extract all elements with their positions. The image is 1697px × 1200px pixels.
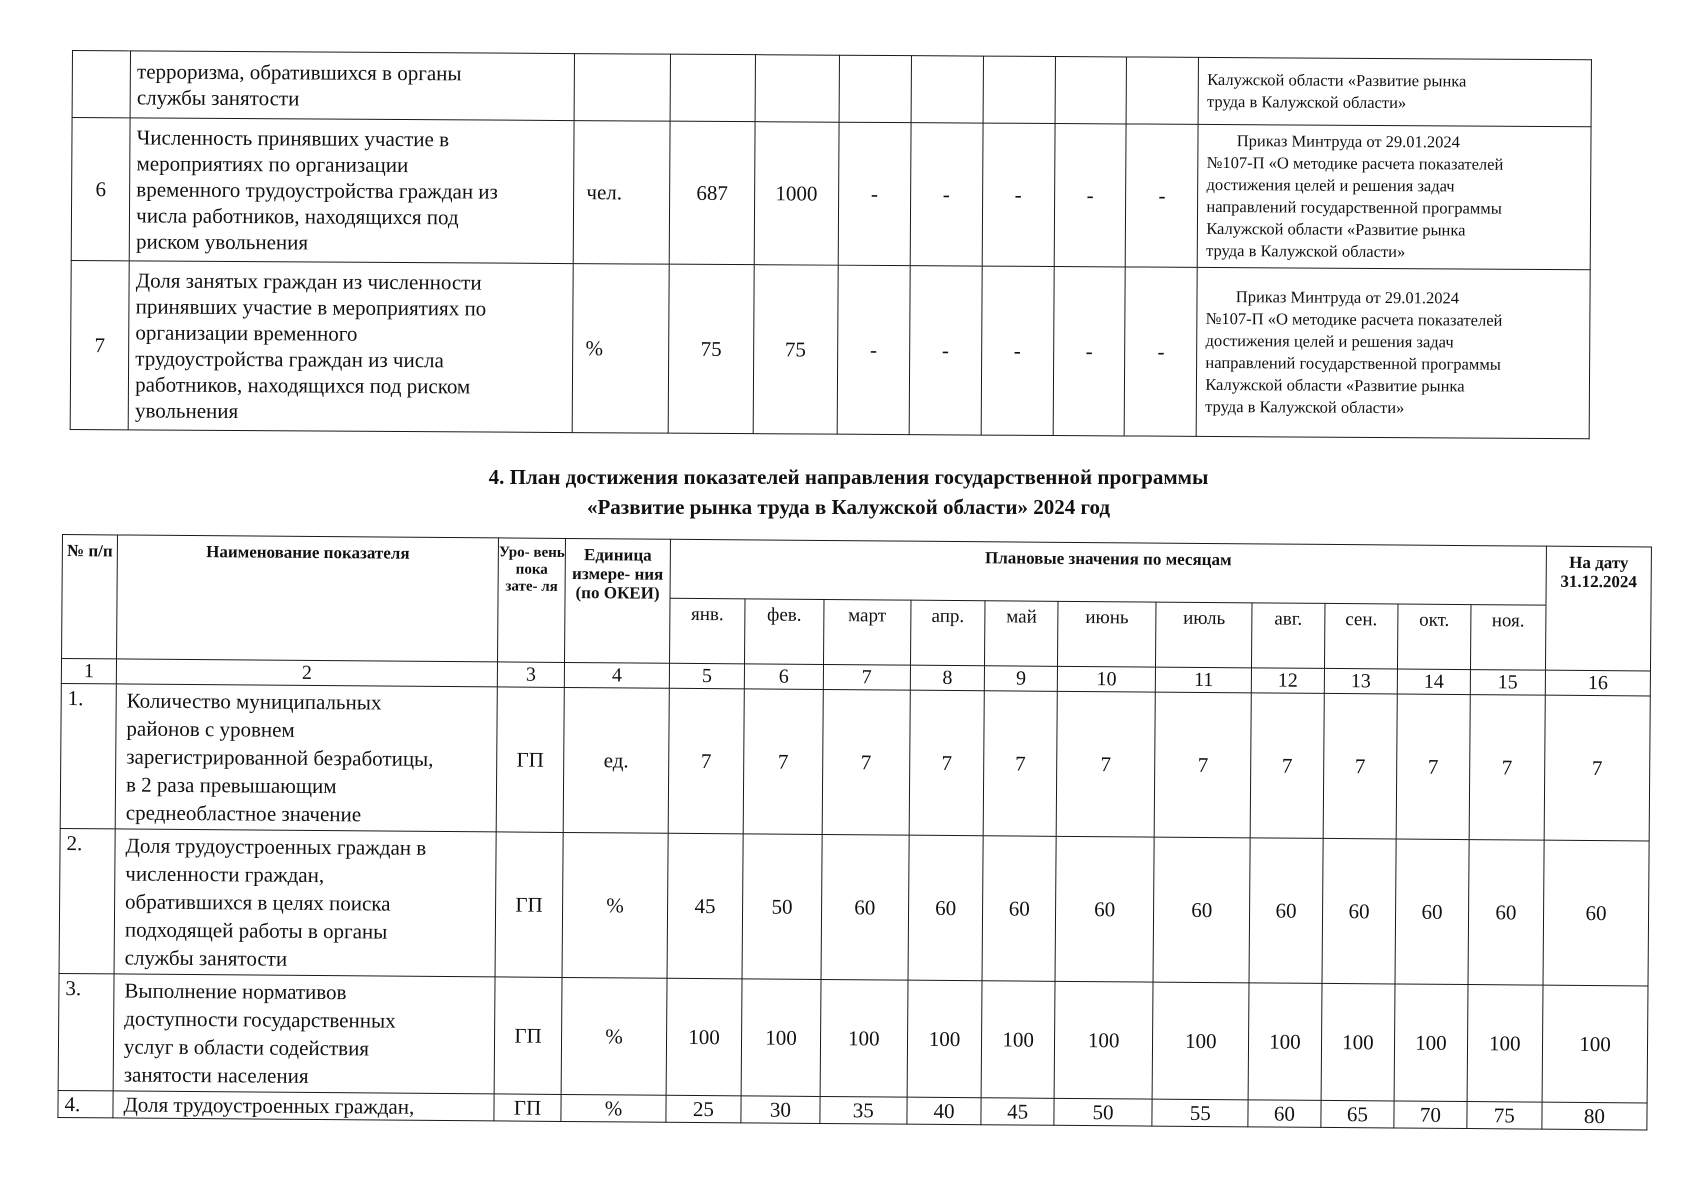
indicator-name-line: доступности государственных: [124, 1006, 396, 1033]
dash-cell: -: [837, 265, 910, 434]
month-value: 60: [982, 836, 1056, 982]
month-value: 30: [741, 1096, 820, 1124]
indicator-name-line: Количество муниципальных: [126, 688, 382, 715]
indicator-name-line: мероприятиях по организации: [136, 151, 409, 178]
indicator-name-line: терроризма, обратившихся в органы: [136, 59, 462, 86]
month-value: 35: [820, 1096, 907, 1124]
value-cell: 75: [669, 264, 754, 434]
month-value: 7: [668, 688, 744, 834]
indicator-name-line: принявших участие в мероприятиях по: [135, 294, 487, 321]
indicator-name-line: риском увольнения: [135, 229, 309, 255]
plan-table-row: [59, 828, 1649, 985]
header-month: фев.: [744, 599, 824, 665]
source-reference-line: труда в Калужской области»: [1206, 240, 1406, 262]
row-number: 6: [71, 118, 130, 261]
indicator-name-line: в 2 раза превышающим: [125, 772, 337, 799]
unit-cell: %: [562, 832, 668, 978]
indicator-name-line: среднеобластное значение: [125, 800, 362, 827]
indicator-name-line: трудоустройства граждан из числа: [135, 346, 444, 373]
plan-table: [57, 534, 1652, 1130]
indicator-name-line: обратившихся в целях поиска: [125, 889, 391, 916]
column-number: 13: [1324, 668, 1398, 694]
top-table-row: [71, 118, 1591, 270]
dash-cell: -: [1125, 267, 1198, 436]
indicator-name-line: службы занятости: [136, 85, 300, 111]
header-month: май: [985, 601, 1058, 667]
indicators-continuation-table: [70, 50, 1592, 439]
source-reference: [1198, 57, 1591, 126]
month-value: 100: [741, 979, 821, 1097]
dash-cell: -: [981, 266, 1054, 435]
column-number: 11: [1156, 667, 1252, 693]
column-number: 3: [497, 662, 564, 688]
plan-table-row: [60, 683, 1650, 840]
final-value: 7: [1544, 695, 1650, 841]
row-number: 2.: [59, 828, 115, 973]
column-number: 15: [1470, 670, 1546, 696]
level-cell: ГП: [494, 977, 562, 1095]
month-value: 7: [1056, 691, 1156, 837]
indicator-name: [129, 118, 574, 264]
plan-table-row: [58, 973, 1648, 1102]
indicator-name: [115, 684, 497, 832]
month-value: 100: [1467, 985, 1543, 1103]
column-number: 7: [823, 664, 910, 690]
header-month: авг.: [1252, 603, 1325, 669]
source-reference-line: №107-П «О методике расчета показателей: [1206, 152, 1504, 174]
value-cell: [755, 55, 840, 123]
unit-cell: [574, 54, 671, 122]
month-value: 7: [1323, 693, 1398, 839]
month-value: 60: [1248, 1100, 1321, 1128]
month-value: 60: [821, 834, 909, 980]
indicator-name-line: районов с уровнем: [126, 716, 295, 742]
column-number: 1: [61, 659, 116, 684]
source-reference-line: достижения целей и решения задач: [1206, 174, 1455, 196]
header-final-date: На дату 31.12.2024: [1545, 546, 1651, 671]
header-month: сен.: [1324, 603, 1398, 669]
source-reference-line: Калужской области «Развитие рынка: [1206, 218, 1466, 240]
month-value: 7: [1250, 693, 1324, 839]
indicator-name-line: увольнения: [134, 398, 239, 424]
indicator-name-line: услуг в области содействия: [123, 1034, 370, 1061]
final-value: 80: [1542, 1102, 1647, 1130]
month-value: 7: [822, 689, 910, 835]
dash-cell: -: [1126, 124, 1199, 267]
month-value: 100: [982, 981, 1055, 1099]
month-value: 25: [666, 1095, 741, 1123]
row-number: 4.: [58, 1090, 113, 1117]
indicator-name-line: Выполнение нормативов: [124, 978, 347, 1005]
month-value: 60: [1153, 837, 1250, 983]
section-heading: [0, 462, 1697, 522]
indicator-name-line: подходящей работы в органы: [124, 917, 388, 944]
month-value: 100: [1321, 983, 1395, 1101]
month-value: 100: [1054, 981, 1153, 1099]
month-value: 100: [820, 979, 908, 1097]
month-value: 100: [666, 978, 742, 1096]
month-value: 7: [1154, 692, 1251, 838]
month-value: 60: [1395, 839, 1469, 985]
heading-line-1: 4. План достижения показателей направления государственной программы: [488, 465, 1209, 489]
row-number: 7: [70, 260, 129, 429]
month-value: 7: [1469, 695, 1546, 841]
dash-cell: -: [909, 266, 982, 435]
indicator-name-line: работников, находящихся под риском: [135, 372, 471, 399]
column-number: 6: [744, 664, 823, 690]
value-cell: 1000: [754, 122, 839, 266]
month-value: 60: [908, 835, 984, 981]
unit-cell: чел.: [574, 121, 671, 265]
column-number: 9: [985, 666, 1058, 692]
top-table-row: [70, 260, 1590, 438]
top-table-row: [72, 51, 1591, 127]
month-value: 7: [1396, 694, 1470, 840]
column-number: 10: [1057, 666, 1156, 692]
source-reference-line: достижения целей и решения задач: [1205, 330, 1454, 352]
header-level: Уро- вень пока зате- ля: [498, 538, 566, 663]
indicator-name-line: Доля трудоустроенных граждан,: [123, 1092, 415, 1119]
indicator-name: [114, 829, 496, 977]
month-value: 7: [984, 691, 1058, 837]
month-value: 100: [1152, 982, 1249, 1100]
row-number: 1.: [60, 683, 116, 828]
indicator-name-line: временного трудоустройства граждан из: [136, 177, 498, 204]
month-value: 65: [1321, 1100, 1395, 1128]
column-number: 2: [116, 659, 497, 687]
month-value: 55: [1152, 1099, 1248, 1127]
source-reference-line: направлений государственной программы: [1205, 352, 1501, 374]
unit-cell: %: [561, 977, 667, 1095]
unit-cell: %: [561, 1094, 666, 1122]
month-value: 60: [1322, 838, 1397, 984]
month-value: 7: [743, 689, 823, 835]
header-month: янв.: [670, 598, 745, 664]
month-value: 75: [1466, 1102, 1542, 1130]
indicator-name-line: Численность принявших участие в: [136, 125, 450, 152]
indicator-name-line: организации временного: [135, 320, 358, 346]
source-reference-line: Приказ Минтруда от 29.01.2024: [1235, 287, 1460, 308]
value-cell: 687: [670, 121, 755, 265]
column-number: 16: [1545, 670, 1650, 696]
month-value: 100: [1394, 984, 1467, 1102]
header-month: окт.: [1398, 604, 1471, 670]
level-cell: ГП: [496, 687, 564, 833]
indicator-name: [130, 51, 575, 121]
indicator-name-line: числа работников, находящихся под: [136, 203, 459, 230]
indicator-name: [113, 974, 495, 1094]
source-reference-line: Приказ Минтруда от 29.01.2024: [1236, 131, 1461, 152]
dash-cell: [983, 56, 1055, 123]
indicator-name: [128, 261, 573, 433]
row-number: 3.: [58, 973, 114, 1090]
month-value: 40: [906, 1097, 981, 1125]
dash-cell: [1127, 57, 1199, 124]
month-value: 45: [981, 1098, 1054, 1126]
final-value: 60: [1543, 840, 1649, 986]
unit-cell: ед.: [563, 687, 669, 833]
dash-cell: [839, 55, 911, 122]
header-month: июль: [1156, 602, 1252, 668]
header-months-group: Плановые значения по месяцам: [670, 539, 1546, 605]
row-number: [72, 51, 131, 118]
indicator-name-line: Доля трудоустроенных граждан в: [125, 833, 427, 860]
month-value: 100: [1248, 983, 1321, 1101]
header-month: апр.: [910, 600, 985, 666]
unit-cell: %: [572, 264, 669, 434]
month-value: 45: [667, 833, 743, 979]
source-reference-line: направлений государственной программы: [1206, 196, 1502, 218]
header-month: июнь: [1057, 601, 1156, 667]
source-reference-line: №107-П «О методике расчета показателей: [1205, 308, 1503, 330]
source-reference-line: труда в Калужской области»: [1206, 91, 1407, 113]
indicator-name: [113, 1091, 494, 1121]
dash-cell: [1055, 57, 1127, 124]
indicator-name-line: занятости населения: [123, 1062, 309, 1088]
dash-cell: -: [838, 122, 911, 265]
source-reference-line: Калужской области «Развитие рынка: [1205, 374, 1465, 396]
value-cell: 75: [753, 265, 838, 435]
source-reference-line: Калужской области «Развитие рынка: [1207, 69, 1467, 91]
level-cell: ГП: [494, 1094, 561, 1122]
column-number: 14: [1398, 669, 1471, 695]
heading-line-2: «Развитие рынка труда в Калужской области» 2024 год: [586, 495, 1111, 519]
column-number: 5: [669, 663, 744, 689]
source-reference: [1196, 267, 1590, 438]
source-reference: [1198, 124, 1592, 269]
month-value: 60: [1468, 840, 1545, 986]
indicator-name-line: Доля занятых граждан из численности: [135, 268, 482, 295]
column-number: 12: [1252, 668, 1325, 694]
header-month: март: [823, 599, 910, 665]
indicator-name-line: службы занятости: [124, 945, 288, 971]
month-value: 60: [1055, 836, 1155, 982]
level-cell: ГП: [495, 832, 563, 978]
header-num: № п/п: [62, 535, 118, 659]
dash-cell: -: [910, 123, 983, 266]
header-unit: Единица измере- ния (по ОКЕИ): [565, 538, 671, 663]
value-cell: [671, 54, 756, 122]
month-value: 100: [907, 980, 983, 1098]
indicator-name-line: зарегистрированной безработицы,: [126, 744, 434, 771]
month-value: 50: [742, 834, 822, 980]
dash-cell: -: [1053, 267, 1126, 436]
month-value: 60: [1249, 838, 1323, 984]
column-number: 8: [910, 665, 985, 691]
final-value: 100: [1542, 985, 1648, 1103]
header-month: ноя.: [1470, 605, 1546, 671]
month-value: 50: [1054, 1098, 1153, 1126]
dash-cell: -: [982, 123, 1055, 266]
source-reference-line: труда в Калужской области»: [1205, 396, 1405, 418]
month-value: 70: [1394, 1101, 1467, 1129]
indicator-name-line: численности граждан,: [125, 861, 325, 888]
dash-cell: [911, 56, 983, 123]
month-value: 7: [909, 690, 985, 836]
column-number: 4: [564, 662, 669, 688]
header-name: Наименование показателя: [117, 535, 499, 662]
dash-cell: -: [1054, 124, 1127, 267]
